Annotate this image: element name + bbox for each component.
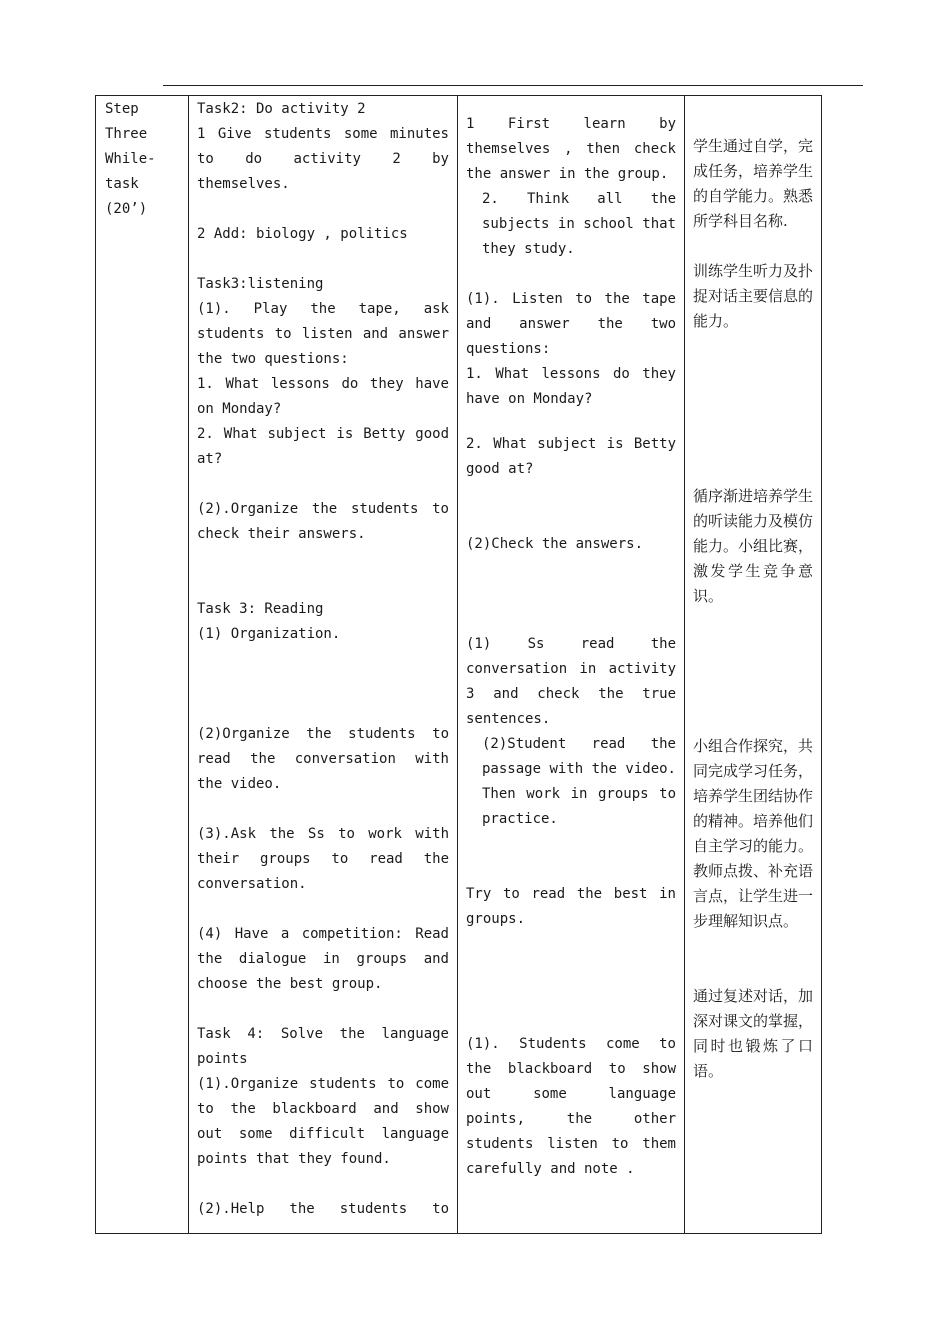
table-row [96,96,822,1234]
teacher-activity-cell [189,96,458,1234]
student-listen-question-1: 1. What lessons do they have on Monday? [466,366,676,407]
reading-item-2: (2)Organize the students to read the conversation with the video. [197,726,449,792]
purpose-5: 通过复述对话，加深对课文的掌握，同时也锻炼了口语。 [693,987,814,1080]
purpose-1: 学生通过自学，完成任务，培养学生的自学能力。熟悉所学科目名称. [693,137,814,230]
student-listen-question-2: 2. What subject is Betty good at? [466,436,676,477]
task3-question-1: 1. What lessons do they have on Monday? [197,376,449,417]
step-line: While- [105,151,156,167]
task2-title: Task2: Do activity 2 [197,101,366,117]
step-cell [96,96,189,1234]
task4-item-1: (1).Organize students to come to the blackboard and show out some difficult language points that they found. [197,1076,449,1167]
reading-title: Task 3: Reading [197,601,324,617]
reading-item-4: (4) Have a competition: Read the dialogue in groups and choose the best group. [197,926,449,992]
task3-title: Task3:listening [197,276,324,292]
reading-item-3: (3).Ask the Ss to work with their groups to read the conversation. [197,826,449,892]
step-duration: (20’) [105,201,148,217]
student-listen-2: (2)Check the answers. [466,536,644,552]
student-answer-2: 2. Think all the subjects in school that they study. [482,191,676,257]
step-line: task [105,176,139,192]
purpose-cell [685,96,822,1234]
task3-item-2: (2).Organize the students to check their answers. [197,501,449,542]
student-answer-1: 1 First learn by themselves , then check the answer in the group. [466,116,676,182]
step-line: Three [105,126,148,142]
student-read-3: Try to read the best in groups. [466,886,676,927]
task4-item-2: (2).Help the students to [197,1201,449,1217]
task2-item-2: 2 Add: biology , politics [197,226,408,242]
task3-question-2: 2. What subject is Betty good at? [197,426,449,467]
purpose-3: 循序渐进培养学生的听读能力及模仿能力。小组比赛，激发学生竞争意识。 [693,487,814,605]
student-activity-cell [458,96,685,1234]
student-listen-1: (1). Listen to the tape and answer the two questions: [466,291,676,357]
task4-title: Task 4: Solve the language points [197,1026,449,1067]
header-rule [163,85,863,86]
student-language-points: (1). Students come to the blackboard to show out some language points, the other students listen to them carefully and note . [466,1036,676,1177]
task2-item-1: 1 Give students some minutes to do activity 2 by themselves. [197,126,449,192]
purpose-2: 训练学生听力及扑捉对话主要信息的能力。 [693,262,814,330]
task3-item-1: (1). Play the tape, ask students to listen and answer the two questions: [197,301,449,367]
student-read-2: (2)Student read the passage with the video. Then work in groups to practice. [482,736,676,827]
student-read-1: (1) Ss read the conversation in activity 3 and check the true sentences. [466,636,676,727]
step-line: Step [105,101,139,117]
purpose-4: 小组合作探究，共同完成学习任务，培养学生团结协作的精神。培养他们自主学习的能力。教师点拨、补充语言点，让学生进一步理解知识点。 [693,737,814,930]
lesson-plan-table [95,95,822,1234]
reading-item-1: (1) Organization. [197,626,341,642]
